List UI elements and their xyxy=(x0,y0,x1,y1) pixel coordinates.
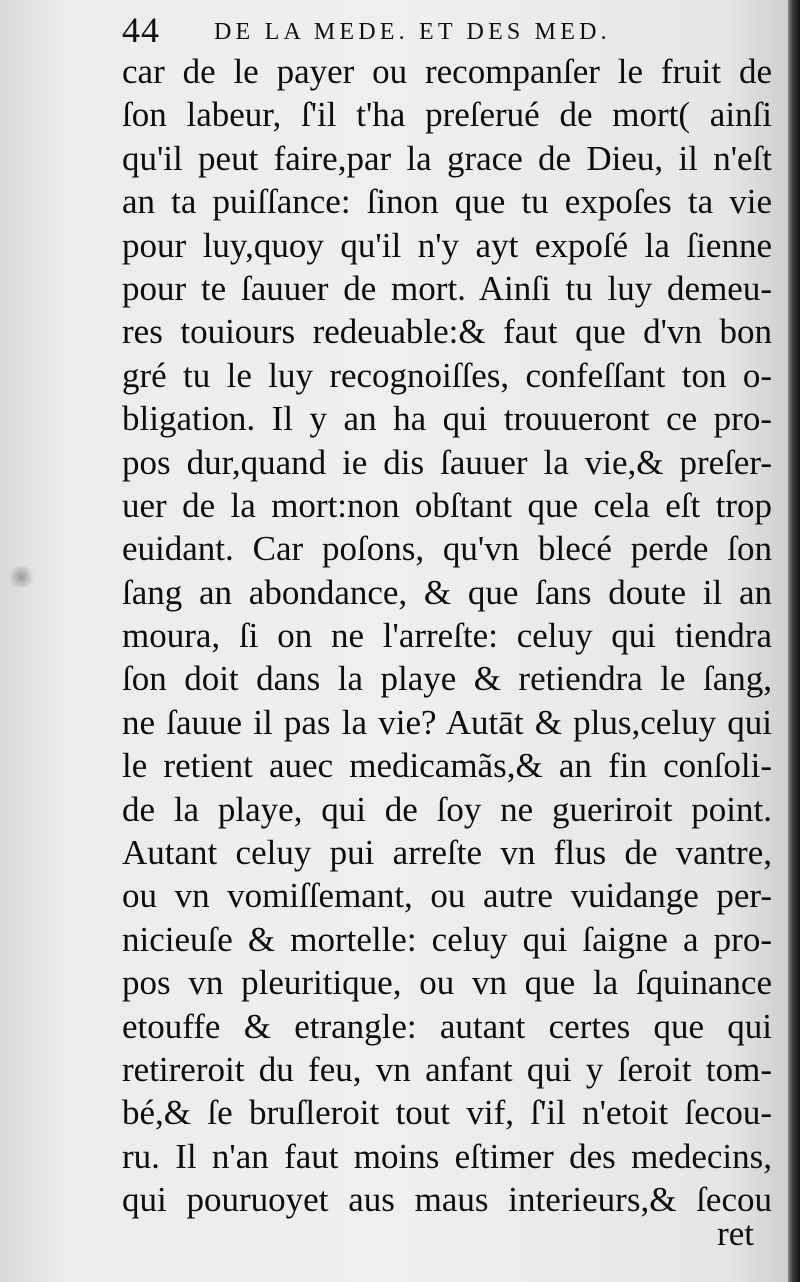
text-line: nicieuſe & mortelle: celuy qui ſaigne a pro- xyxy=(122,919,772,959)
text-line: bligation. Il y an ha qui trouueront ce pro- xyxy=(122,399,772,439)
text-line: pour luy,quoy qu'il n'y ayt expoſé la ſienne xyxy=(122,225,772,265)
text-line: bé,& ſe bruſleroit tout vif, ſ'il n'etoit ſecou- xyxy=(122,1093,772,1133)
page-number: 44 xyxy=(122,10,160,50)
catchword: ret xyxy=(717,1214,754,1253)
text-line: Autant celuy pui arreſte vn flus de vantre, xyxy=(122,833,772,873)
text-line: ſang an abondance, & que ſans doute il an xyxy=(122,572,772,612)
text-line: ſon labeur, ſ'il t'ha preſerué de mort( ainſi xyxy=(122,95,772,135)
text-line: res touiours redeuable:& faut que d'vn bon xyxy=(122,312,772,352)
text-line: qui pouruoyet aus maus interieurs,& ſecou xyxy=(122,1180,772,1220)
text-line: euidant. Car poſons, qu'vn blecé perde ſon xyxy=(122,529,772,569)
text-line: ne ſauue il pas la vie? Autāt & plus,celuy qui xyxy=(122,702,772,742)
text-line: de la playe, qui de ſoy ne gueriroit point. xyxy=(122,789,772,829)
text-line: pos vn pleuritique, ou vn que la ſquinance xyxy=(122,963,772,1003)
text-line: ou vn vomiſſemant, ou autre vuidange per- xyxy=(122,876,772,916)
text-line: uer de la mort:non obſtant que cela eſt trop xyxy=(122,485,772,525)
text-line: moura, ſi on ne l'arreſte: celuy qui tiendra xyxy=(122,616,772,656)
body-text xyxy=(122,50,772,1222)
text-line: etouffe & etrangle: autant certes que qui xyxy=(122,1006,772,1046)
text-line: an ta puiſſance: ſinon que tu expoſes ta vie xyxy=(122,182,772,222)
text-line: retireroit du feu, vn anfant qui y ſeroit tom- xyxy=(122,1049,772,1089)
ink-speck xyxy=(8,566,34,588)
page-edge-shadow xyxy=(788,0,800,1282)
text-line: ru. Il n'an faut moins eſtimer des medecins, xyxy=(122,1136,772,1176)
text-line: pour te ſauuer de mort. Ainſi tu luy demeu- xyxy=(122,268,772,308)
page-header xyxy=(122,8,762,52)
text-line: gré tu le luy recognoiſſes, confeſſant ton o- xyxy=(122,355,772,395)
text-line: car de le payer ou recompanſer le fruit de xyxy=(122,52,772,91)
text-line: pos dur,quand ie dis ſauuer la vie,& preſer- xyxy=(122,442,772,482)
text-line: ſon doit dans la playe & retiendra le ſang, xyxy=(122,659,772,699)
running-head: DE LA MEDE. ET DES MED. xyxy=(214,19,611,45)
text-line: qu'il peut faire,par la grace de Dieu, il n'eſt xyxy=(122,138,772,178)
text-line: le retient auec medicamãs,& an fin conſoli- xyxy=(122,746,772,786)
